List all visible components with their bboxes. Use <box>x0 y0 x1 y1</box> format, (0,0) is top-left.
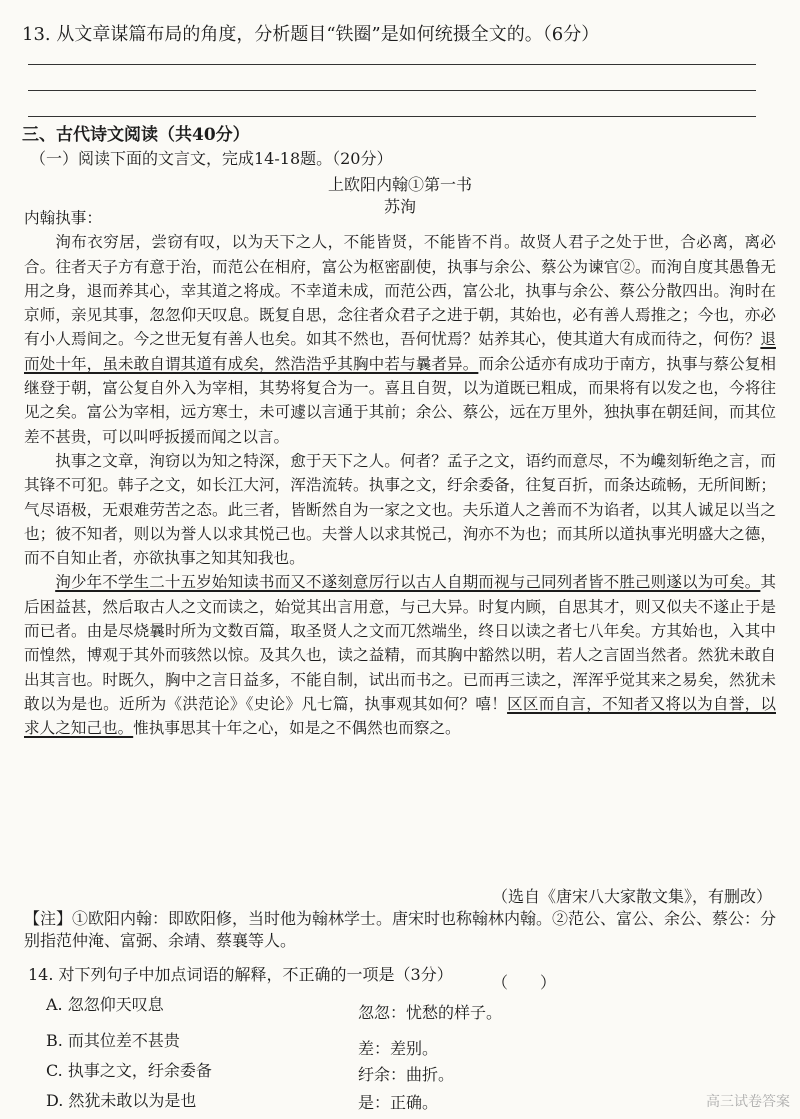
section-3-heading: 三、古代诗文阅读（共40分） <box>22 125 250 145</box>
underlined-sentence: 退而处十年，虽未敢自谓其道有成矣，然浩浩乎其胸中若与曩者异。 <box>24 330 776 373</box>
option-c: C. 执事之文，纡余委备 <box>46 1061 212 1080</box>
answer-line <box>28 64 756 65</box>
source-citation: （选自《唐宋八大家散文集》，有删改） <box>491 887 772 906</box>
underlined-sentence: 洵少年不学生二十五岁始知读书而又不遂刻意厉行以古人自期而视与己同列者皆不胜己则遂以为可矣。 <box>55 573 761 592</box>
subsection-1-heading: （一）阅读下面的文言文，完成14-18题。（20分） <box>30 149 393 168</box>
option-d-gloss: 是：正确。 <box>358 1093 439 1112</box>
paragraph-2: 执事之文章，洵窃以为知之特深，愈于天下之人。何者？孟子之文，语约而意尽，不为巉刻斩绝之言，而其锋不可犯。韩子之文，如长江大河，浑浩流转。执事之文，纡余委备，往复百折，而条达疏畅，无所间断；气尽语极，无艰难劳苦之态。此三者，皆断然自为一家之文也。夫乐道人之善而不为谄者，以其人诚足以当之也；彼不知者，则以为誉人以求其悦己也。夫誉人以求其悦己，洵亦不为也；而其所以道执事光明盛大之德，而不自知止者，亦欲执事之知其知我也。 <box>24 451 776 568</box>
option-c-gloss: 纡余：曲折。 <box>358 1065 455 1084</box>
option-a-gloss: 忽忽：忧愁的样子。 <box>358 1003 503 1022</box>
question-14: 14. 对下列句子中加点词语的解释，不正确的一项是（3分） <box>28 965 453 984</box>
passage-body <box>24 206 776 741</box>
passage-title: 上欧阳内翰①第一书 <box>327 175 472 194</box>
question-13: 13. 从文章谋篇布局的角度，分析题目“铁圈”是如何统摄全文的。（6分） <box>22 24 600 45</box>
answer-blank: （ ） <box>492 973 557 992</box>
option-b-gloss: 差：差别。 <box>358 1039 439 1058</box>
underlined-sentence: 区区而自言，不知者又将以为自誉，以求人之知己也。 <box>24 694 776 738</box>
answer-line <box>28 90 756 91</box>
paragraph-3: 洵少年不学生二十五岁始知读书而又不遂刻意厉行以古人自期而视与己同列者皆不胜己则遂以为可矣。其后困益甚，然后取古人之文而读之，始觉其出言用意，与己大异。时复内顾，自思其才，则又似夫不遂止于是而已者。由是尽烧曩时所为文数百篇，取圣贤人之文而兀然端坐，终日以读之者七八年矣。方其始也，入其中而惶然，博观于其外而骇然以惊。及其久也，读之益精，而其胸中豁然以明，若人之言固当然者。然犹未敢自出其言也。时既久，胸中之言日益多，不能自制，试出而书之。已而再三读之，浑浑乎觉其来之易矣，然犹未敢以为是也。近所为《洪范论》《史论》凡七篇，执事观其如何？嘻！区区而自言，不知者又将以为自誉，以求人之知己也。惟执事思其十年之心，如是之不偶然也而察之。 <box>24 573 776 738</box>
paragraph-1: 洵布衣穷居，尝窃有叹，以为天下之人，不能皆贤，不能皆不肖。故贤人君子之处于世，合必离，离必合。往者天子方有意于治，而范公在相府，富公为枢密副使，执事与余公、蔡公为谏官②。而洵自度其愚鲁无用之身，退而养其心，幸其道之将成。不幸道未成，而范公西，富公北，执事与余公、蔡公分散四出。洵时在京师，亲见其事，忽忽仰天叹息。既复自思，念往者众君子之进于朝，其始也，必有善人焉推之；今也，亦必有小人焉间之。今之世无复有善人也矣。如其不然也，吾何忧焉？姑养其心，使其道大有成而待之，何伤？退而处十年，虽未敢自谓其道有成矣，然浩浩乎其胸中若与曩者异。而余公适亦有成功于南方，执事与蔡公复相继登于朝，富公复自外入为宰相，其势将复合为一。喜且自贺，以为道既已粗成，而果将有以发之也，今将往见之矣。富公为宰相，远方寒士，未可遽以言通于其前；余公、蔡公，远在万里外，独执事在朝廷间，而其位差不甚贵，可以叫呼扳援而闻之以言。 <box>24 233 776 446</box>
option-b: B. 而其位差不甚贵 <box>46 1031 180 1050</box>
passage-author: 苏洵 <box>383 197 416 216</box>
watermark: 高三试卷答案 <box>706 1094 790 1110</box>
answer-line <box>28 116 756 117</box>
footnote: （选自《唐宋八大家散文集》，有删改） 【注】①欧阳内翰：即欧阳修，当时他为翰林学士。唐宋时也称翰林内翰。②范公、富公、余公、蔡公：分别指范仲淹、富弼、余靖、蔡襄等人。 <box>24 887 777 950</box>
option-d: D. 然犹未敢以为是也 <box>46 1091 197 1110</box>
option-a: A. 忽忽仰天叹息 <box>46 995 164 1014</box>
salutation: 内翰执事： <box>24 209 102 227</box>
